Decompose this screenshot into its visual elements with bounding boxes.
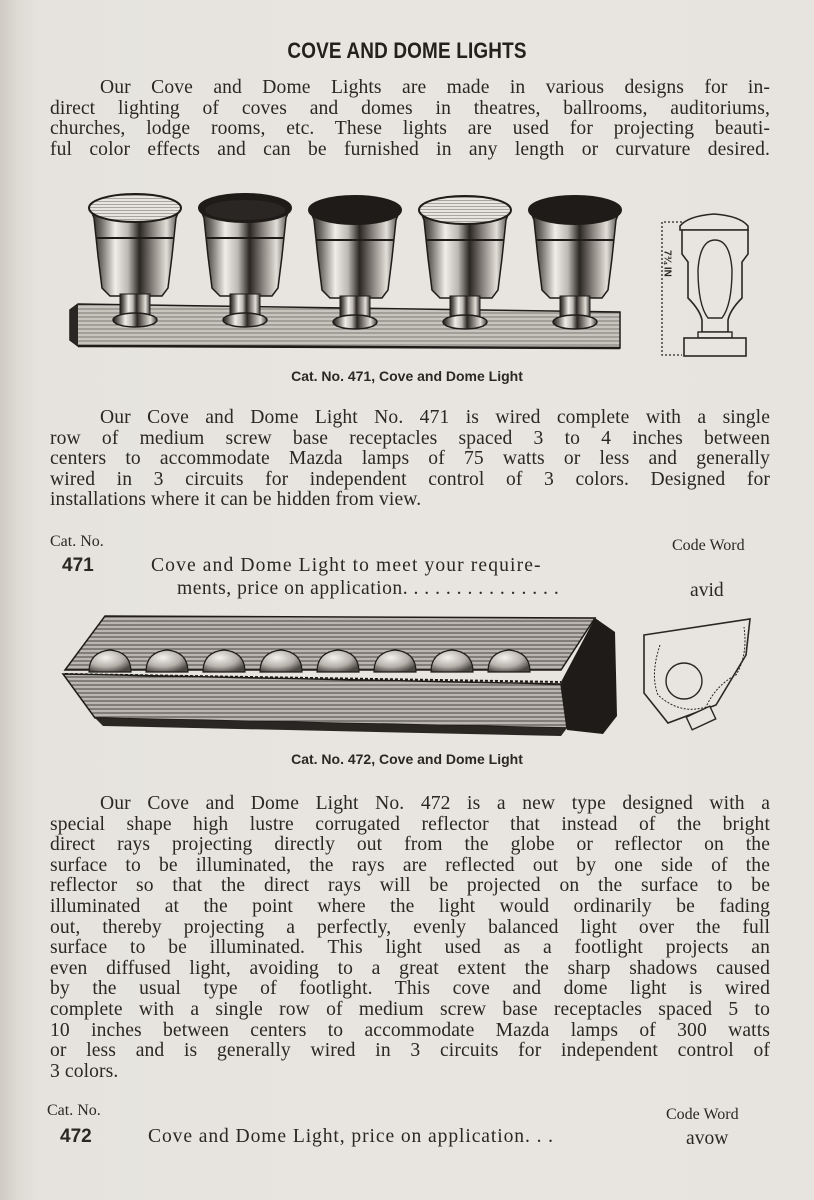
text-line: row of medium screw base receptacles spaced 3 to 4 inches between bbox=[50, 427, 770, 449]
figure-caption-471: Cat. No. 471, Cove and Dome Light bbox=[291, 368, 523, 384]
cat-no-label: Cat. No. bbox=[50, 533, 104, 550]
text-line: by the usual type of footlight. This cove and dome light is wired bbox=[50, 978, 770, 1000]
cat-number: 471 bbox=[62, 555, 94, 576]
text-line: complete with a single row of medium screw base receptacles spaced 5 to bbox=[50, 998, 770, 1020]
text-line: surface to be illuminated, the rays are reflected out by one side of the bbox=[50, 854, 770, 876]
text-line: even diffused light, avoiding to a great extent the sharp shadows caused bbox=[50, 957, 770, 979]
text-line: illuminated at the point where the light would ordinarily be fading bbox=[50, 895, 770, 917]
cat-number: 472 bbox=[60, 1126, 92, 1147]
listing-description-line: Cove and Dome Light, price on application. . . bbox=[148, 1126, 554, 1147]
text-line: wired in 3 circuits for independent control of 3 colors. Designed for bbox=[50, 468, 770, 490]
text-line: reflector so that the direct rays will be projected on the surface to be bbox=[50, 875, 770, 897]
code-word-label: Code Word bbox=[672, 537, 745, 554]
text-line: 10 inches between centers to accommodate Mazda lamps of 300 watts bbox=[50, 1019, 770, 1041]
cat-no-label: Cat. No. bbox=[47, 1102, 101, 1119]
text-line: surface to be illuminated. This light used as a footlight projects an bbox=[50, 937, 770, 959]
text-line: ful color effects and can be furnished in any length or curvature desired. bbox=[50, 138, 770, 160]
text-line: centers to accommodate Mazda lamps of 75 watts or less and generally bbox=[50, 448, 770, 470]
cove-light-472-profile-diagram bbox=[640, 615, 755, 745]
listing-description-line: ments, price on application. . . . . . . . . . . . . . . bbox=[177, 578, 560, 599]
cove-light-472-illustration bbox=[55, 612, 635, 742]
description-471 bbox=[50, 408, 770, 511]
description-472 bbox=[50, 794, 770, 1082]
text-line: 3 colors. bbox=[50, 1060, 119, 1082]
text-line: Our Cove and Dome Light No. 471 is wired complete with a single bbox=[100, 407, 770, 428]
text-line: or less and is generally wired in 3 circuits for independent control of bbox=[50, 1040, 770, 1062]
figure-caption-472: Cat. No. 472, Cove and Dome Light bbox=[291, 751, 523, 767]
listing-description-line: Cove and Dome Light to meet your require- bbox=[151, 555, 542, 576]
code-word: avid bbox=[690, 580, 724, 601]
text-line: direct rays projecting directly out from the globe or reflector on the bbox=[50, 834, 770, 856]
text-line: Our Cove and Dome Lights are made in various designs for in- bbox=[100, 77, 770, 98]
code-word-label: Code Word bbox=[666, 1106, 739, 1123]
text-line: direct lighting of coves and domes in theatres, ballrooms, auditoriums, bbox=[50, 97, 770, 119]
text-line: churches, lodge rooms, etc. These lights are used for projecting beauti- bbox=[50, 118, 770, 140]
text-line: Our Cove and Dome Light No. 472 is a new type designed with a bbox=[100, 793, 770, 814]
cove-light-471-illustration bbox=[60, 188, 660, 368]
text-line: special shape high lustre corrugated reflector that instead of the bright bbox=[50, 813, 770, 835]
page-title: COVE AND DOME LIGHTS bbox=[287, 38, 527, 63]
text-line: installations where it can be hidden from view. bbox=[50, 489, 422, 511]
text-line: out, thereby projecting a perfectly, evenly balanced light over the full bbox=[50, 916, 770, 938]
intro-paragraph bbox=[50, 78, 770, 160]
cove-light-471-profile-diagram bbox=[658, 210, 758, 360]
dimension-label: 7¾ IN bbox=[661, 250, 673, 277]
code-word: avow bbox=[686, 1128, 729, 1149]
